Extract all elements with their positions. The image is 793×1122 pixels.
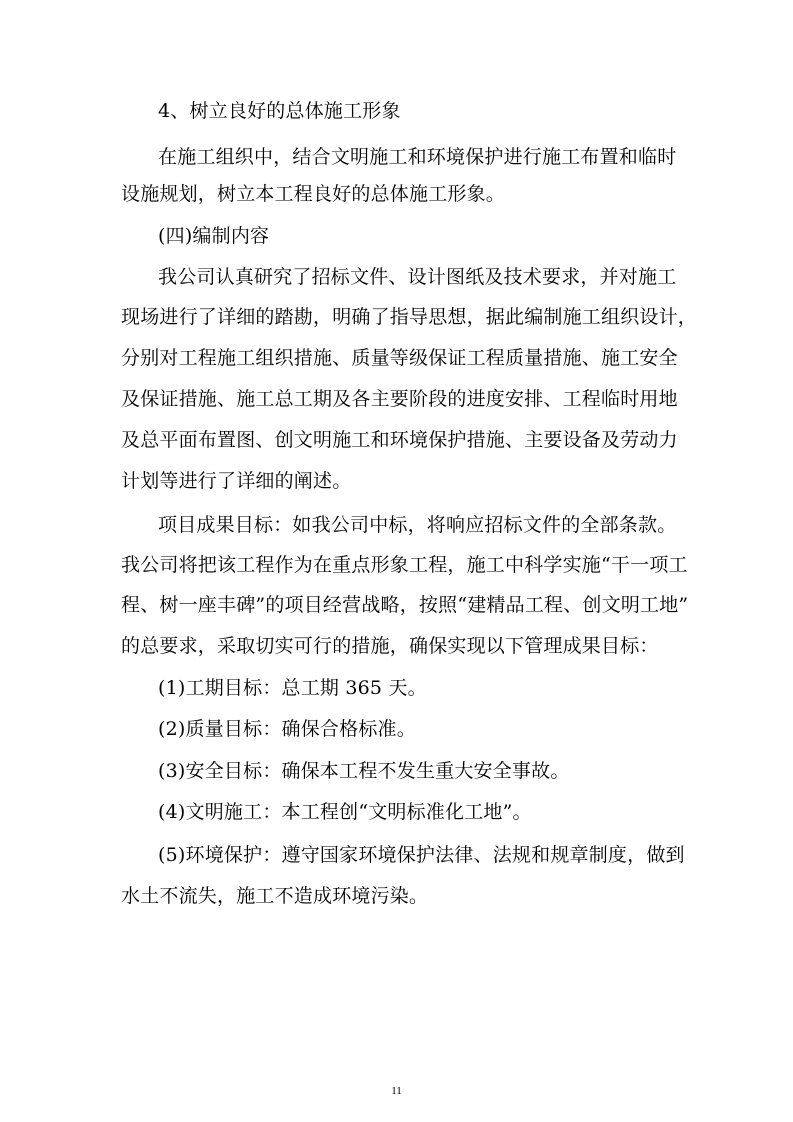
paragraph-line: 及总平面布置图、创文明施工和环境保护措施、主要设备及劳动力 — [121, 429, 678, 451]
goal-item: (1)工期目标：总工期 365 天。 — [158, 677, 427, 699]
goal-item: (3)安全目标：确保本工程不发生重大安全事故。 — [158, 760, 570, 782]
paragraph-line: 计划等进行了详细的阐述。 — [121, 470, 352, 492]
paragraph-line: 的总要求，采取切实可行的措施，确保实现以下管理成果目标： — [121, 635, 659, 657]
paragraph-line: 分别对工程施工组织措施、质量等级保证工程质量措施、施工安全 — [121, 347, 678, 369]
paragraph-line: 项目成果目标：如我公司中标，将响应招标文件的全部条款。 — [158, 514, 677, 536]
heading-4: 4、树立良好的总体施工形象 — [158, 100, 401, 122]
paragraph-line: 设施规划，树立本工程良好的总体施工形象。 — [121, 183, 506, 205]
paragraph-line: 及保证措施、施工总工期及各主要阶段的进度安排、工程临时用地 — [121, 388, 678, 410]
paragraph-line: 在施工组织中，结合文明施工和环境保护进行施工布置和临时 — [158, 146, 677, 168]
paragraph-line: 我公司将把该工程作为在重点形象工程，施工中科学实施“干一项工 — [121, 554, 688, 576]
paragraph-line: 我公司认真研究了招标文件、设计图纸及技术要求，并对施工 — [158, 266, 677, 288]
page-number: 11 — [391, 1085, 402, 1097]
paragraph-line: 程、树一座丰碑”的项目经营战略，按照“建精品工程、创文明工地” — [121, 594, 689, 616]
section-heading: (四)编制内容 — [158, 225, 270, 247]
goal-item: (4)文明施工：本工程创“文明标准化工地”。 — [158, 801, 532, 823]
goal-item: (5)环境保护：遵守国家环境保护法律、法规和规章制度，做到 — [158, 844, 685, 866]
paragraph-line: 水土不流失，施工不造成环境污染。 — [121, 885, 429, 907]
goal-item: (2)质量目标：确保合格标准。 — [158, 718, 416, 740]
paragraph-line: 现场进行了详细的踏勘，明确了指导思想，据此编制施工组织设计， — [121, 306, 698, 328]
